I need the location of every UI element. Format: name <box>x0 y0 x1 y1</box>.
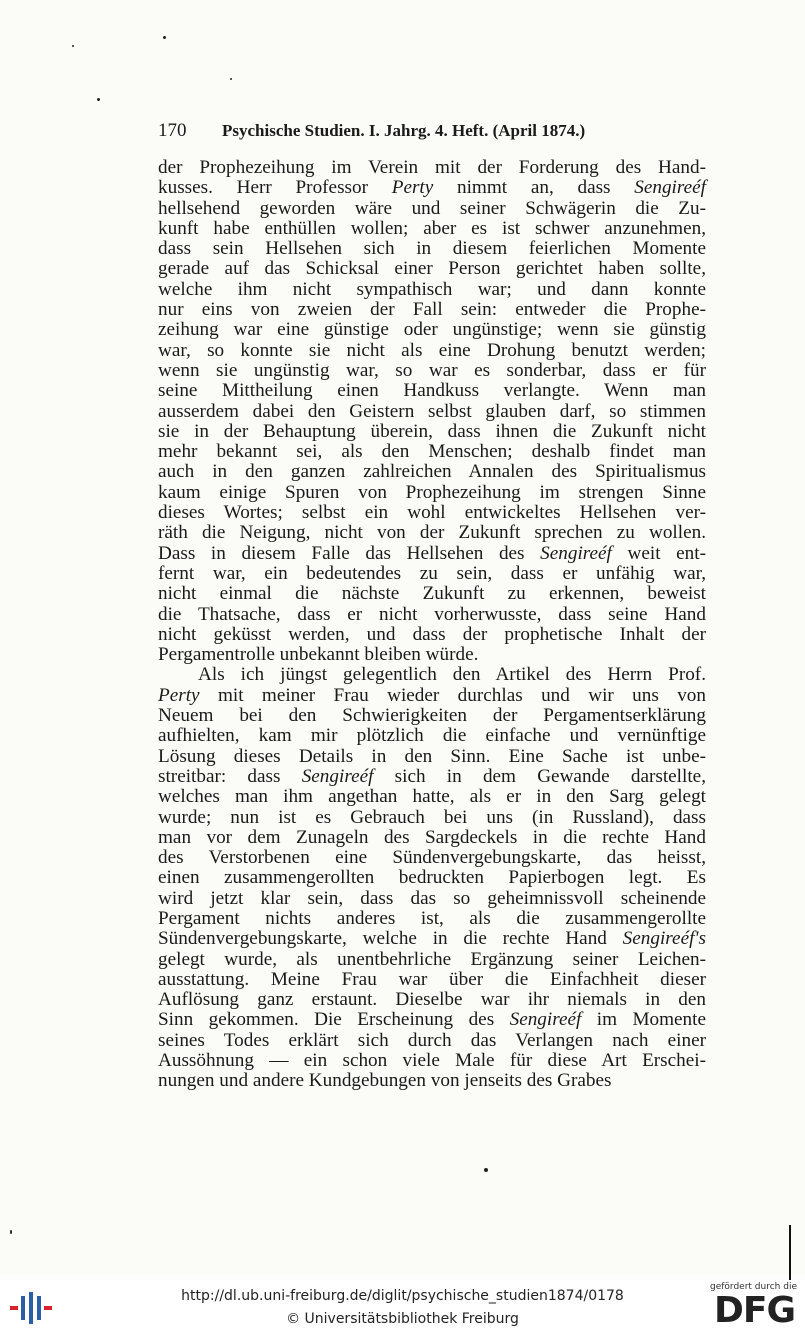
text-line: fernt war, ein bedeutendes zu sein, dass er unfähig war, <box>158 562 706 584</box>
text-line: Auflösung ganz erstaunt. Dieselbe war ihr niemals in den <box>158 989 706 1011</box>
body-text <box>158 158 706 1092</box>
scan-speck <box>230 78 232 80</box>
text-line: Neuem bei den Schwierigkeiten der Pergamentserklärung <box>158 705 706 727</box>
text-line: war, so konnte sie nicht als eine Drohung benutzt werden; <box>158 339 706 361</box>
page-number: 170 <box>158 120 187 141</box>
text-line: wurde; nun ist es Gebrauch bei uns (in Russland), dass <box>158 806 706 828</box>
text-line: wenn sie ungünstig war, so war es sonderbar, dass er für <box>158 359 706 381</box>
text-line: seine Mittheilung einen Handkuss verlangte. Wenn man <box>158 380 706 402</box>
dfg-caption: gefördert durch die <box>710 1282 797 1292</box>
text-line: Sinn gekommen. Die Erscheinung des Sengireéf im Momente <box>158 1009 706 1031</box>
text-line: hellsehend geworden wäre und seiner Schwägerin die Zu- <box>158 197 706 219</box>
text-line: mehr bekannt sei, als den Menschen; deshalb findet man <box>158 441 706 463</box>
scan-speck <box>10 1230 12 1234</box>
text-line: nur eins von zweien der Fall sein: entweder die Prophe- <box>158 299 706 321</box>
text-line: nungen und andere Kundgebungen von jenseits des Grabes <box>158 1070 612 1092</box>
text-line: kaum einige Spuren von Prophezeihung im strengen Sinne <box>158 481 706 503</box>
text-line: räth die Neigung, nicht von der Zukunft sprechen zu wollen. <box>158 522 706 544</box>
text-line: Aussöhnung — ein schon viele Male für diese Art Erschei- <box>158 1050 706 1072</box>
page-header <box>158 120 706 142</box>
copyright-notice: © Universitätsbibliothek Freiburg <box>286 1311 519 1327</box>
text-line: dass sein Hellsehen sich in diesem feierlichen Momente <box>158 238 706 260</box>
text-line: einen zusammengerollten bedruckten Papierbogen legt. Es <box>158 867 706 889</box>
text-line: die Thatsache, dass er nicht vorherwusste, dass seine Hand <box>158 603 706 625</box>
footer <box>0 1280 805 1333</box>
text-line: Sündenvergebungskarte, welche in die rechte Hand Sengireéf's <box>158 928 706 950</box>
text-line: ausserdem dabei den Geistern selbst glauben darf, so stimmen <box>158 400 706 422</box>
text-line: Perty mit meiner Frau wieder durchlas und wir uns von <box>158 684 706 706</box>
text-line: kusses. Herr Professor Perty nimmt an, dass Sengireéf <box>158 177 706 199</box>
text-line: ausstattung. Meine Frau war über die Einfachheit dieser <box>158 968 706 990</box>
text-line: man vor dem Zunageln des Sargdeckels in die rechte Hand <box>158 826 706 848</box>
text-line: streitbar: dass Sengireéf sich in dem Gewande darstellte, <box>158 765 706 787</box>
scan-speck <box>484 1168 488 1172</box>
text-line: nicht geküsst werden, und dass der prophetische Inhalt der <box>158 623 706 645</box>
dfg-logo-icon <box>707 1280 797 1330</box>
scan-speck <box>72 45 74 47</box>
text-line: dieses Wortes; selbst ein wohl entwickeltes Hellsehen ver- <box>158 502 706 524</box>
text-line: Als ich jüngst gelegentlich den Artikel des Herrn Prof. <box>198 664 706 686</box>
text-line: wird jetzt klar sein, dass das so geheimnissvoll scheinende <box>158 887 706 909</box>
text-line: nicht einmal die nächste Zukunft zu erkennen, beweist <box>158 583 706 605</box>
dfg-logo-text: DFG <box>713 1290 795 1331</box>
text-line: Pergament nichts anderes ist, als die zusammengerollte <box>158 907 706 929</box>
scan-speck <box>97 98 100 101</box>
text-line: kunft habe enthüllen wollen; aber es ist schwer anzunehmen, <box>158 217 706 239</box>
text-line: gerade auf das Schicksal einer Person gerichtet haben sollte, <box>158 258 706 280</box>
text-line: sie in der Behauptung überein, dass ihnen die Zukunft nicht <box>158 420 706 442</box>
text-line: welches man ihm angethan hatte, als er in den Sarg gelegt <box>158 786 706 808</box>
text-line: der Prophezeihung im Verein mit der Forderung des Hand- <box>158 157 706 178</box>
running-title: Psychische Studien. I. Jahrg. 4. Heft. (April 1874.) <box>222 121 586 140</box>
text-line: Dass in diesem Falle das Hellsehen des Sengireéf weit ent- <box>158 542 706 564</box>
text-line: Pergamentrolle unbekannt bleiben würde. <box>158 644 479 666</box>
text-line: seines Todes erklärt sich durch das Verlangen nach einer <box>158 1029 706 1051</box>
text-line: gelegt wurde, als unentbehrliche Ergänzung seiner Leichen- <box>158 948 706 970</box>
source-url[interactable]: http://dl.ub.uni-freiburg.de/diglit/psychische_studien1874/0178 <box>181 1288 624 1304</box>
text-line: welche ihm nicht sympathisch war; und dann konnte <box>158 278 706 300</box>
text-line: aufhielten, kam mir plötzlich die einfache und vernünftige <box>158 725 706 747</box>
text-line: des Verstorbenen eine Sündenvergebungskarte, das heisst, <box>158 847 706 869</box>
text-line: zeihung war eine günstige oder ungünstige; wenn sie günstig <box>158 319 706 341</box>
text-line: auch in den ganzen zahlreichen Annalen des Spiritualismus <box>158 461 706 483</box>
scan-speck <box>163 36 166 39</box>
text-line: Lösung dieses Details in den Sinn. Eine Sache ist unbe- <box>158 745 706 767</box>
